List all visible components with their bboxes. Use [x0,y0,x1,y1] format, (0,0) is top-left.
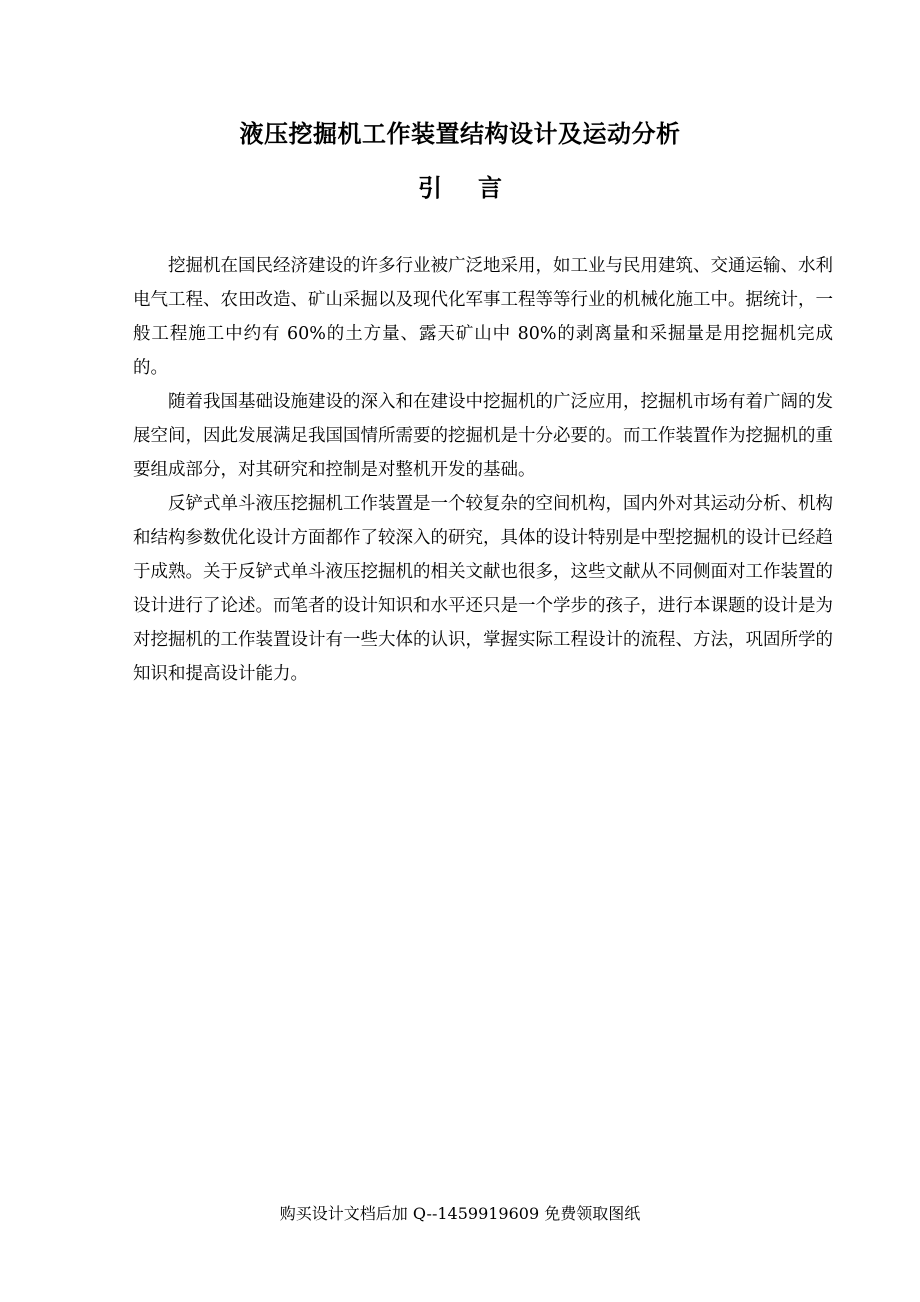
paragraph: 挖掘机在国民经济建设的许多行业被广泛地采用，如工业与民用建筑、交通运输、水利电气工程、农田改造、矿山采掘以及现代化军事工程等等行业的机械化施工中。据统计，一般工程施工中约有 60%的土方量、露天矿山中 80%的剥离量和采掘量是用挖掘机完成的。 [133,256,833,378]
paragraph: 随着我国基础设施建设的深入和在建设中挖掘机的广泛应用，挖掘机市场有着广阔的发展空间，因此发展满足我国国情所需要的挖掘机是十分必要的。而工作装置作为挖掘机的重要组成部分，对其研究和控制是对整机开发的基础。 [133,392,833,480]
section-heading-char: 言 [478,173,502,202]
document-title: 液压挖掘机工作装置结构设计及运动分析 [239,119,681,148]
section-heading-char: 引 [418,173,442,202]
footer-note: 购买设计文档后加 Q--1459919609 免费领取图纸 [279,1204,641,1223]
body-text [133,249,833,691]
section-heading [0,168,920,208]
paragraph: 反铲式单斗液压挖掘机工作装置是一个较复杂的空间机构，国内外对其运动分析、机构和结构参数优化设计方面都作了较深入的研究，具体的设计特别是中型挖掘机的设计已经趋于成熟。关于反铲式单斗液压挖掘机的相关文献也很多，这些文献从不同侧面对工作装置的设计进行了论述。而笔者的设计知识和水平还只是一个学步的孩子，进行本课题的设计是为对挖掘机的工作装置设计有一些大体的认识，掌握实际工程设计的流程、方法，巩固所学的知识和提高设计能力。 [133,494,833,684]
